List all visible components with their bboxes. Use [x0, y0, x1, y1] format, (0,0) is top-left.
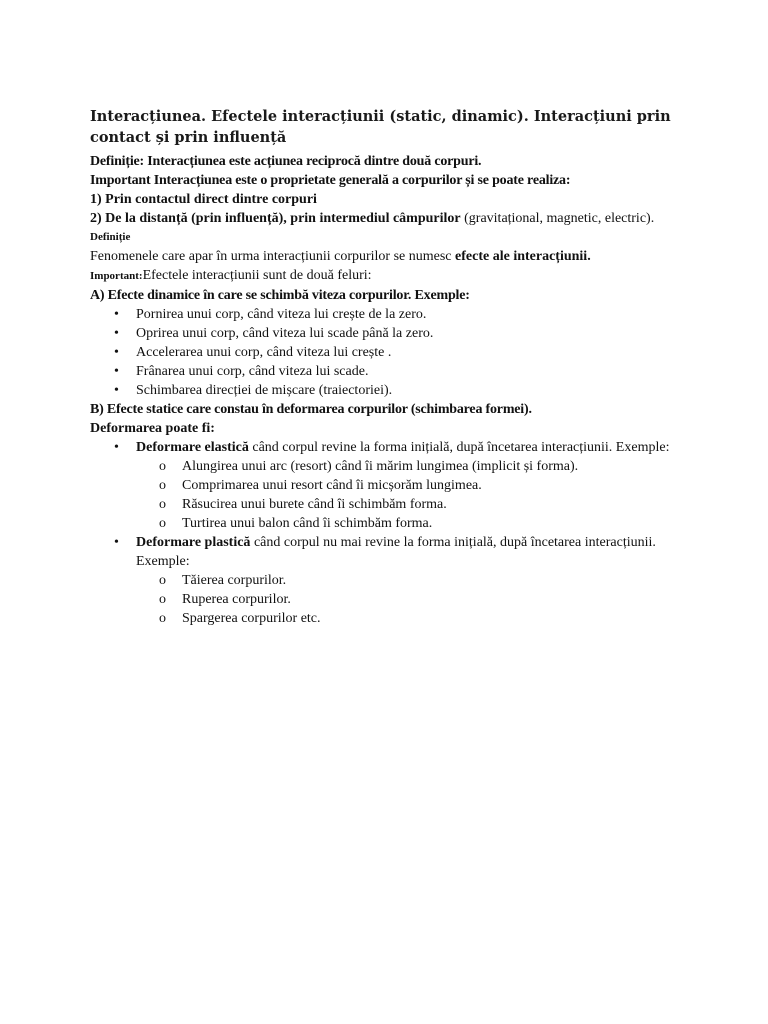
- elastic-text: când corpul revine la forma inițială, după încetarea interacțiunii. Exemple:: [248, 440, 670, 455]
- list-item: o Alungirea unui arc (resort) când îi mărim lungimea (implicit și forma).: [182, 457, 678, 476]
- phenomena-line: [90, 247, 678, 266]
- elastic-examples-list: [136, 457, 678, 533]
- important-line: Important Interacțiunea este o proprietate generală a corpurilor și se poate realiza:: [90, 173, 571, 188]
- list-item: • Schimbarea direcției de mișcare (traiectoriei).: [136, 381, 678, 400]
- deformation-types-list: [90, 438, 678, 628]
- way-distance: [90, 209, 678, 228]
- list-item: o Ruperea corpurilor.: [182, 590, 678, 609]
- list-item: • Accelerarea unui corp, când viteza lui crește .: [136, 343, 678, 362]
- definition-line: Definiție: Interacțiunea este acțiunea reciprocă dintre două corpuri.: [90, 154, 482, 169]
- important-types-text: Efectele interacțiunii sunt de două feluri:: [142, 268, 372, 283]
- plastic-label: Deformare plastică: [136, 535, 251, 550]
- section-a-heading: A) Efecte dinamice în care se schimbă viteza corpurilor. Exemple:: [90, 288, 470, 303]
- plastic-examples-list: [136, 571, 678, 628]
- list-item: • Oprirea unui corp, când viteza lui scade până la zero.: [136, 324, 678, 343]
- dynamic-effects-list: [90, 305, 678, 400]
- phenomena-text: Fenomenele care apar în urma interacțiunii corpurilor se numesc: [90, 249, 456, 264]
- list-item: o Turtirea unui balon când îi schimbăm forma.: [182, 514, 678, 533]
- definition-label: Definiție: [90, 231, 131, 243]
- list-item: o Răsucirea unui burete când îi schimbăm forma.: [182, 495, 678, 514]
- list-item: o Spargerea corpurilor etc.: [182, 609, 678, 628]
- elastic-deformation-item: [136, 438, 678, 533]
- phenomena-bold: efecte ale interacțiunii.: [455, 249, 591, 264]
- way-distance-bold: 2) De la distanță (prin influență), prin intermediul câmpurilor: [90, 211, 461, 226]
- plastic-text: când corpul nu mai revine la forma inițială, după încetarea interacțiunii. Exemple:: [136, 535, 656, 569]
- elastic-label: Deformare elastică: [136, 440, 249, 455]
- important-types-line: [90, 266, 678, 286]
- deformation-heading: Deformarea poate fi:: [90, 421, 215, 436]
- way-distance-rest: (gravitațional, magnetic, electric).: [460, 211, 655, 226]
- plastic-deformation-item: [136, 533, 678, 628]
- important-label: Important:: [90, 270, 143, 282]
- list-item: o Tăierea corpurilor.: [182, 571, 678, 590]
- list-item: o Comprimarea unui resort când îi micșorăm lungimea.: [182, 476, 678, 495]
- list-item: • Frânarea unui corp, când viteza lui scade.: [136, 362, 678, 381]
- section-b-heading: B) Efecte statice care constau în deformarea corpurilor (schimbarea formei).: [90, 402, 532, 417]
- document-body: [90, 152, 678, 628]
- list-item: • Pornirea unui corp, când viteza lui crește de la zero.: [136, 305, 678, 324]
- way-contact: 1) Prin contactul direct dintre corpuri: [90, 192, 317, 207]
- page-title: Interacțiunea. Efectele interacțiunii (static, dinamic). Interacțiuni prin contact și prin influență: [90, 108, 671, 146]
